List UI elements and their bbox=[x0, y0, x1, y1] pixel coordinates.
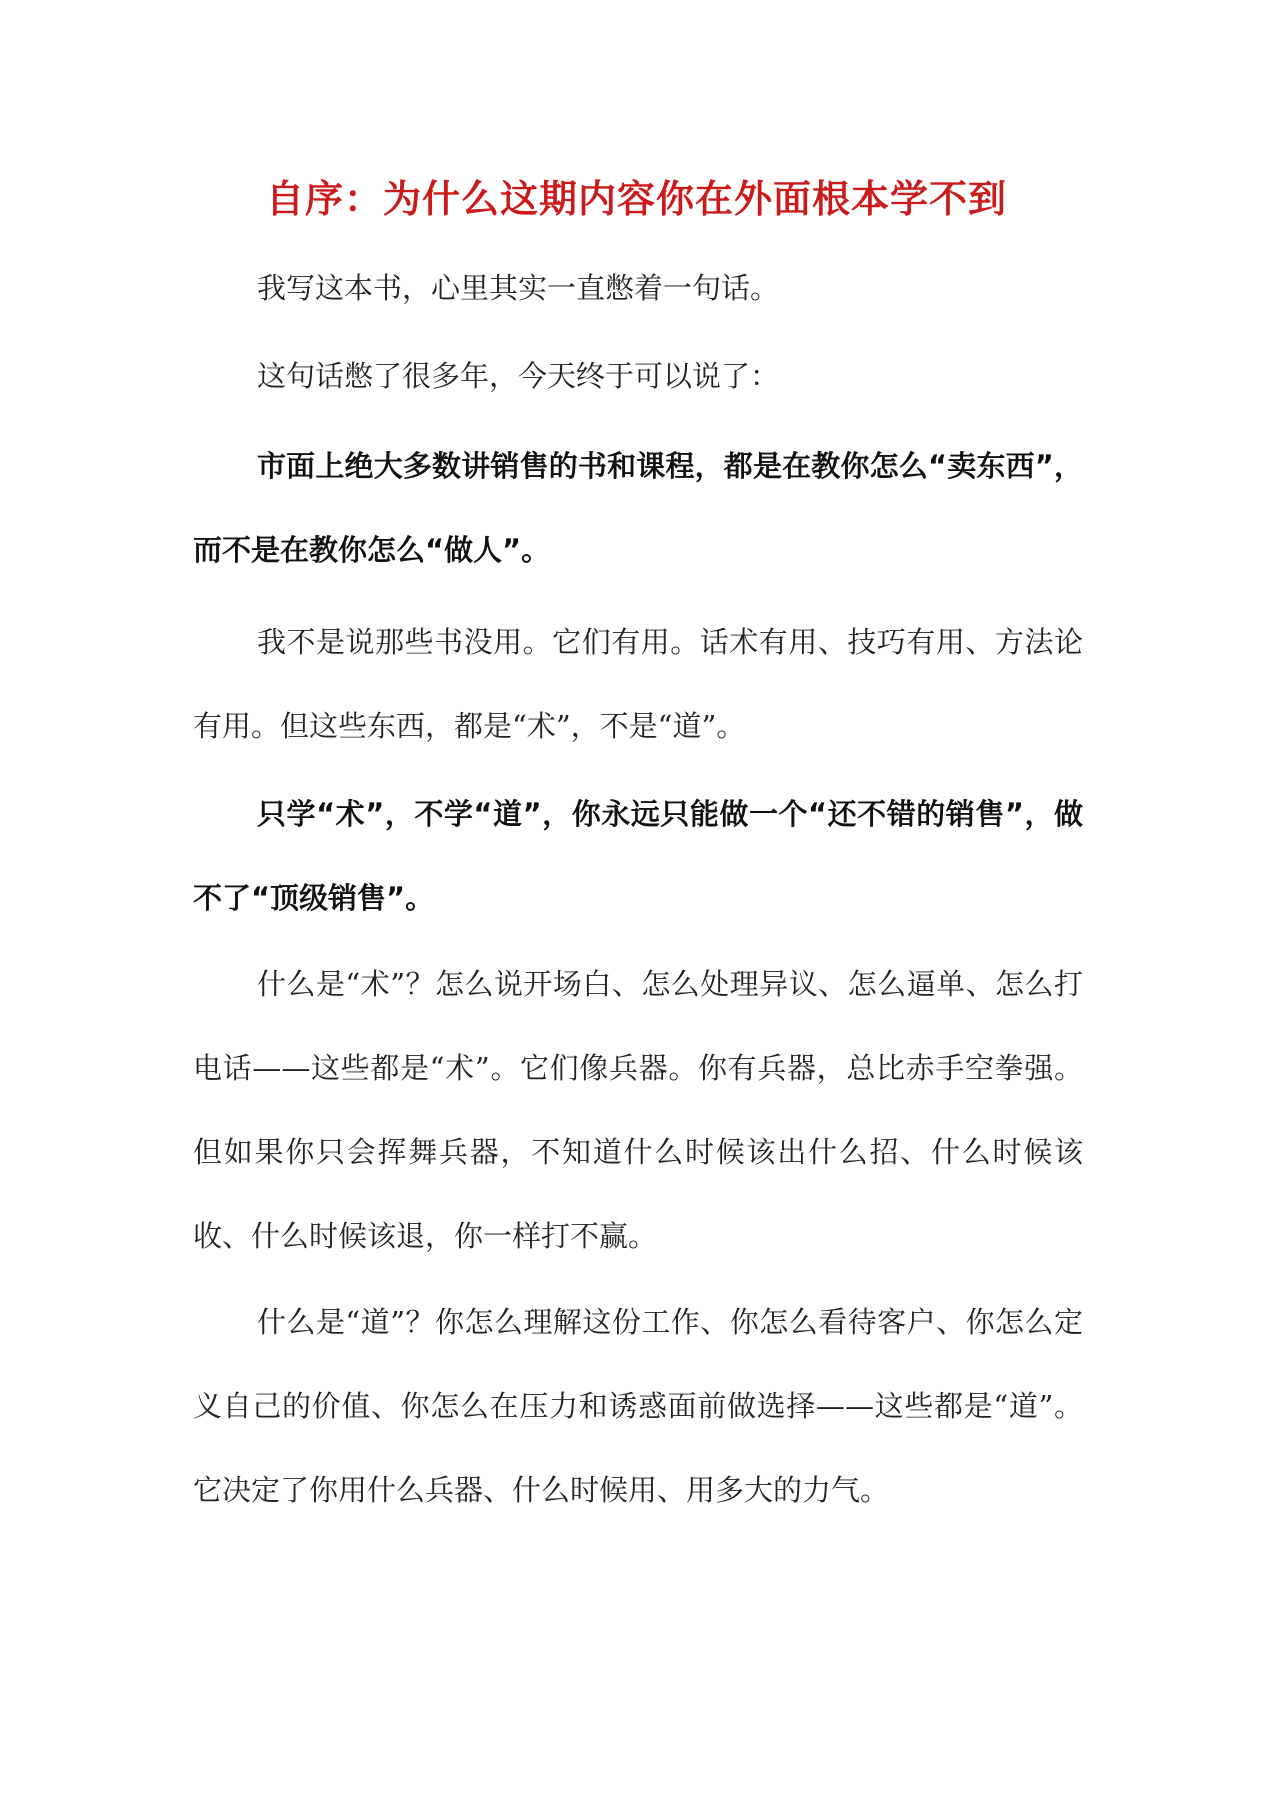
paragraph-2: 这句话憋了很多年，今天终于可以说了： bbox=[257, 359, 780, 393]
paragraph-1: 我写这本书，心里其实一直憋着一句话。 bbox=[257, 271, 780, 305]
paragraph-7: 什么是“道”？你怎么理解这份工作、你怎么看待客户、你怎么定义自己的价值、你怎么在压力和诱惑面前做选择——这些都是“道”。它决定了你用什么兵器、什么时候用、用多大的力气。 bbox=[193, 1305, 1083, 1507]
page-title: 自序：为什么这期内容你在外面根本学不到 bbox=[265, 177, 1007, 221]
paragraph-5-bold: 只学“术”，不学“道”，你永远只能做一个“还不错的销售”，做不了“顶级销售”。 bbox=[193, 797, 1083, 915]
paragraph-6: 什么是“术”？怎么说开场白、怎么处理异议、怎么逼单、怎么打电话——这些都是“术”。它们像兵器。你有兵器，总比赤手空拳强。但如果你只会挥舞兵器，不知道什么时候该出什么招、什么时候该收、什么时候该退，你一样打不赢。 bbox=[193, 967, 1083, 1253]
paragraph-3-bold: 市面上绝大多数讲销售的书和课程，都是在教你怎么“卖东西”，而不是在教你怎么“做人”。 bbox=[193, 449, 1083, 567]
paragraph-4: 我不是说那些书没用。它们有用。话术有用、技巧有用、方法论有用。但这些东西，都是“术”，不是“道”。 bbox=[193, 625, 1083, 743]
